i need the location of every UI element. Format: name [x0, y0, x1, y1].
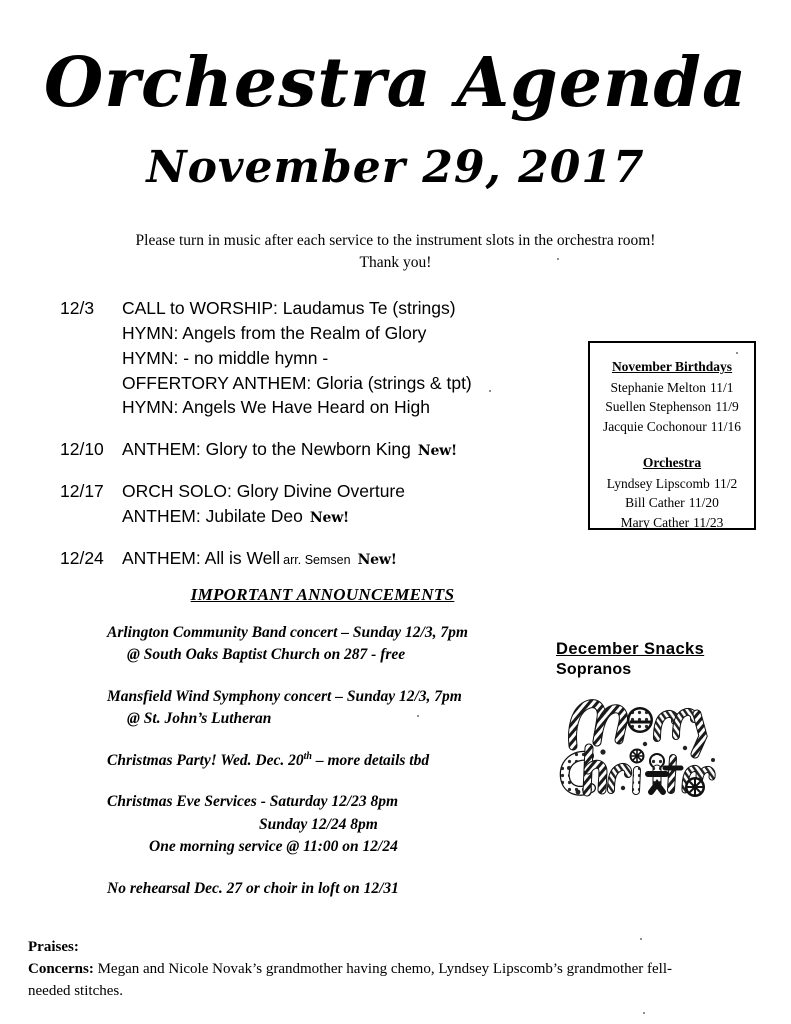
agenda-lines: [122, 479, 560, 529]
agenda-date: 12/10: [60, 439, 104, 460]
birthday-date: 11/20: [688, 495, 719, 511]
birthday-date: 11/9: [715, 399, 739, 415]
announcement-line: [107, 814, 537, 836]
announcements-list: [107, 622, 537, 900]
announcement-line: [107, 750, 537, 772]
merry-christmas-clipart-icon: [545, 688, 725, 800]
agenda-date: 12/3: [60, 298, 95, 318]
agenda-line: [122, 321, 560, 346]
snacks-subheading: Sopranos: [556, 661, 632, 678]
announcement-text: Arlington Community Band concert – Sunday 12/3, 7pm: [107, 624, 468, 641]
agenda-line: [122, 371, 560, 396]
birthday-row: [590, 513, 754, 533]
arrangement-note: arr. Semsen: [283, 552, 351, 567]
agenda-line: [122, 296, 560, 321]
announcement-text: Mansfield Wind Symphony concert – Sunday 12/3, 7pm: [107, 687, 462, 705]
scan-speck: [557, 258, 559, 260]
scan-speck: [643, 1012, 645, 1014]
agenda-line-text: CALL to WORSHIP: Laudamus Te (strings): [122, 298, 456, 318]
announcement-text-after: – more details tbd: [311, 751, 430, 769]
announcement-text: One morning service @ 11:00 on 12/24: [149, 838, 398, 856]
page-subtitle-date: November 29, 2017: [146, 142, 645, 193]
agenda-date: 12/24: [60, 547, 104, 568]
agenda-line: [122, 346, 560, 371]
agenda-line-text: ANTHEM: Glory to the Newborn King: [122, 439, 411, 460]
agenda-line: [122, 546, 560, 571]
agenda-line: [122, 437, 560, 462]
birthday-name: Lyndsey Lipscomb: [606, 475, 710, 491]
praises-label: Praises:: [28, 939, 79, 955]
announcements-heading: IMPORTANT ANNOUNCEMENTS: [190, 585, 455, 604]
footer-praises-concerns: [28, 936, 748, 1003]
announcement-block: [107, 686, 537, 731]
birthday-name: Jacquie Cochonour: [602, 419, 707, 435]
announcement-line: [107, 622, 537, 644]
snacks-heading: December Snacks: [556, 640, 705, 658]
birthday-row: [590, 474, 754, 494]
scan-speck: [489, 390, 491, 392]
announcement-line: [107, 878, 537, 900]
birthdays-people-list: [590, 378, 754, 437]
birthday-name: Stephanie Melton: [610, 379, 707, 395]
announcement-text: Christmas Party! Wed. Dec. 20: [107, 751, 304, 769]
concerns-text-line-2: needed stitches.: [28, 983, 123, 1000]
page-title: Orchestra Agenda: [43, 43, 748, 123]
agenda-line-text: ORCH SOLO: Glory Divine Overture: [122, 481, 405, 502]
new-badge: New!: [357, 551, 397, 568]
announcement-text: No rehearsal Dec. 27 or choir in loft on 12/31: [107, 879, 399, 897]
agenda-line-text: OFFERTORY ANTHEM: Gloria (strings & tpt): [122, 372, 472, 393]
birthday-row: [590, 493, 754, 513]
birthday-name: Mary Cather: [620, 514, 690, 530]
announcement-line: [107, 686, 537, 708]
announcement-block: [107, 878, 537, 900]
announcement-block: [107, 750, 537, 772]
agenda-group: [60, 437, 560, 462]
orchestra-people-list: [590, 474, 754, 533]
agenda-lines: [122, 296, 560, 420]
agenda-line: [122, 479, 560, 504]
agenda-line: [122, 395, 560, 420]
agenda-group: [60, 479, 560, 529]
birthday-date: 11/23: [693, 514, 724, 530]
intro-line-2: Thank you!: [359, 254, 432, 271]
birthday-row: [590, 397, 754, 417]
birthday-date: 11/1: [710, 379, 734, 395]
agenda-line-text: ANTHEM: Jubilate Deo: [122, 505, 303, 526]
agenda-line-text: HYMN: Angels We Have Heard on High: [122, 397, 431, 418]
announcement-text: @ South Oaks Baptist Church on 287 - free: [127, 646, 406, 664]
agenda-group: [60, 296, 560, 420]
december-snacks-block: [556, 640, 756, 679]
intro-note: [0, 230, 791, 274]
agenda-group: [60, 546, 560, 571]
concerns-line: [28, 958, 748, 980]
agenda-date: 12/17: [60, 481, 104, 502]
concerns-text: Megan and Nicole Novak’s grandmother having chemo, Lyndsey Lipscomb’s grandmother fell-: [93, 961, 673, 978]
agenda-lines: [122, 437, 560, 462]
agenda-line-text: ANTHEM: All is Well: [122, 547, 281, 568]
announcement-text: Sunday 12/24 8pm: [259, 815, 378, 833]
agenda-line-text: HYMN: Angels from the Realm of Glory: [122, 322, 427, 343]
announcement-line: [107, 791, 537, 813]
announcement-text: Christmas Eve Services - Saturday 12/23 8pm: [107, 793, 399, 811]
scan-speck: [736, 352, 738, 354]
birthday-date: 11/16: [710, 419, 742, 435]
ordinal-superscript: th: [303, 750, 312, 762]
announcement-line: [107, 644, 537, 666]
birthday-name: Bill Cather: [625, 495, 685, 511]
november-birthdays-box: [588, 341, 756, 530]
new-badge: New!: [309, 509, 350, 526]
birthday-name: Suellen Stephenson: [605, 399, 712, 415]
agenda-list: [60, 296, 560, 571]
announcement-text: @ St. John’s Lutheran: [127, 710, 272, 728]
scan-speck: [417, 715, 419, 717]
birthday-row: [590, 378, 754, 398]
birthday-date: 11/2: [713, 475, 738, 491]
announcement-line: [107, 708, 537, 730]
scan-speck: [640, 938, 642, 940]
agenda-line: [122, 504, 560, 529]
concerns-label: Concerns:: [28, 961, 94, 978]
birthday-row: [590, 417, 754, 437]
announcement-block: [107, 622, 537, 667]
agenda-lines: [122, 546, 560, 571]
agenda-line-text: HYMN: - no middle hymn -: [122, 347, 329, 368]
announcement-block: [107, 791, 537, 858]
new-badge: New!: [417, 443, 457, 460]
announcement-line: [107, 836, 537, 858]
intro-line-1: Please turn in music after each service to the instrument slots in the orchestra room!: [135, 232, 656, 249]
orchestra-heading: Orchestra: [642, 454, 702, 470]
birthdays-heading: November Birthdays: [611, 359, 733, 374]
